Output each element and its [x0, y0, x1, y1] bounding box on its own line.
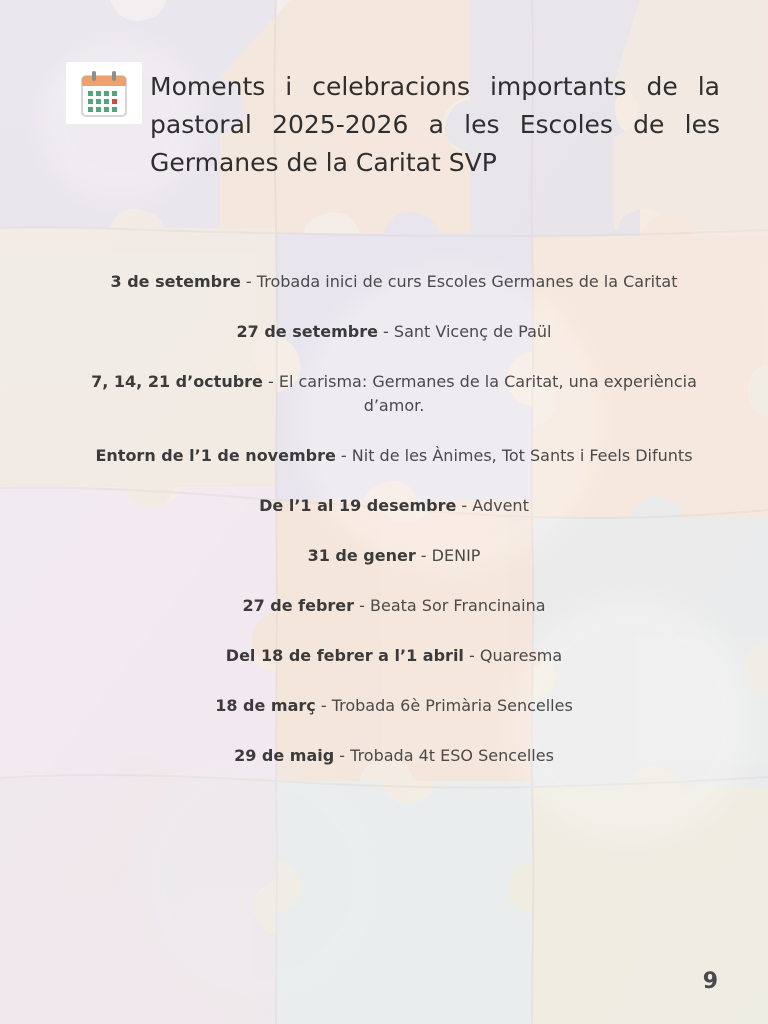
event-description: Advent: [472, 496, 529, 515]
events-list: [64, 270, 724, 794]
event-date: 27 de setembre: [236, 322, 378, 341]
event-separator: -: [377, 322, 394, 341]
event-separator: -: [335, 446, 352, 465]
event-date: 3 de setembre: [110, 272, 241, 291]
page-header: [66, 62, 722, 182]
event-description: Nit de les Ànimes, Tot Sants i Feels Difunts: [351, 446, 693, 465]
event-item: [64, 544, 724, 568]
event-date: 29 de maig: [234, 746, 335, 765]
event-date: De l’1 al 19 desembre: [259, 496, 457, 515]
event-item: [64, 270, 724, 294]
event-separator: -: [456, 496, 473, 515]
event-description: Trobada 4t ESO Sencelles: [350, 746, 554, 765]
event-item: [64, 594, 724, 618]
event-date: Del 18 de febrer a l’1 abril: [225, 646, 464, 665]
page-number: 9: [702, 969, 718, 994]
event-date: 7, 14, 21 d’octubre: [91, 372, 263, 391]
event-separator: -: [463, 646, 480, 665]
event-separator: -: [262, 372, 279, 391]
calendar-icon-box: [66, 62, 142, 124]
event-date: Entorn de l’1 de novembre: [95, 446, 336, 465]
event-separator: -: [334, 746, 351, 765]
event-item: [64, 320, 724, 344]
event-description: Sant Vicenç de Paül: [393, 322, 552, 341]
event-date: 27 de febrer: [242, 596, 355, 615]
event-description: Trobada 6è Primària Sencelles: [331, 696, 573, 715]
event-separator: -: [315, 696, 332, 715]
event-separator: -: [354, 596, 370, 615]
event-date: 18 de març: [215, 696, 316, 715]
event-item: [64, 494, 724, 518]
event-item: [64, 694, 724, 718]
event-description: DENIP: [431, 546, 481, 565]
event-item: [64, 370, 724, 418]
event-separator: -: [415, 546, 432, 565]
event-description: Quaresma: [479, 646, 563, 665]
event-description: Beata Sor Francinaina: [370, 596, 546, 615]
event-description: El carisma: Germanes de la Caritat, una experiència d’amor.: [278, 372, 697, 415]
page-title: Moments i celebracions importants de la pastoral 2025-2026 a les Escoles de les Germanes de la Caritat SVP: [150, 72, 720, 177]
calendar-icon: [78, 68, 130, 120]
event-item: [64, 444, 724, 468]
event-description: Trobada inici de curs Escoles Germanes de la Caritat: [256, 272, 678, 291]
event-separator: -: [240, 272, 257, 291]
event-date: 31 de gener: [307, 546, 416, 565]
event-item: [64, 744, 724, 768]
event-item: [64, 644, 724, 668]
